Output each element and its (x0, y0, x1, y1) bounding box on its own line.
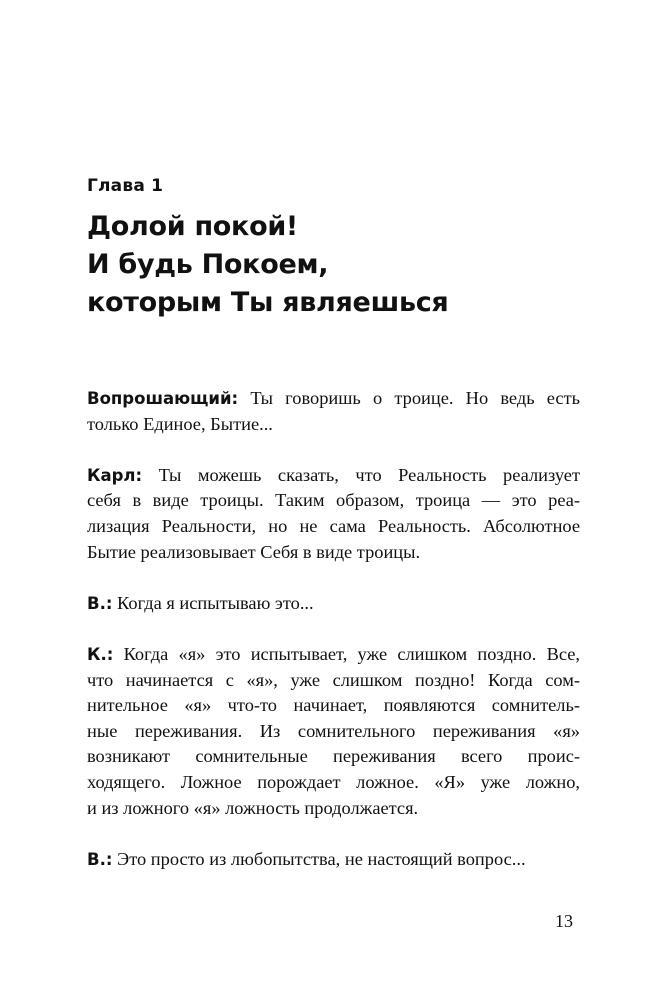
chapter-label: Глава 1 (87, 176, 164, 196)
text-line (87, 591, 580, 617)
dialogue-paragraph (87, 642, 580, 821)
text-line: и из ложного «я» ложность продолжается. (87, 797, 419, 818)
speaker-label: Вопрошающий: (87, 389, 239, 408)
text-line: нительное «я» что-то начинает, появляются сомнитель- (87, 695, 580, 716)
body-text (87, 386, 580, 898)
text-fragment: Ты можешь сказать, что Реальность реализует (142, 464, 580, 485)
text-line: только Единое, Бытие... (87, 413, 273, 434)
text-fragment: Ты говоришь о троице. Но ведь есть (238, 388, 580, 408)
text-line (87, 847, 580, 873)
dialogue-paragraph (87, 463, 580, 565)
text-line: возникают сомнительные переживания всего проис- (87, 746, 580, 767)
chapter-title-line: Долой покой! (87, 211, 298, 242)
text-line (87, 642, 580, 668)
text-line: лизация Реальности, но не сама Реальность. Абсолютное (87, 515, 580, 536)
text-fragment: Когда я испытываю это... (112, 592, 314, 613)
dialogue-paragraph (87, 386, 580, 437)
text-line: ходящего. Ложное порождает ложное. «Я» уже ложно, (87, 771, 580, 792)
text-line: ные переживания. Из сомнительного переживания «я» (87, 720, 580, 741)
page-number: 13 (555, 911, 573, 931)
speaker-label: В.: (87, 593, 113, 613)
text-fragment: Когда «я» это испытывает, уже слишком поздно. Все, (113, 643, 580, 664)
chapter-title-line: И будь Покоем, (87, 249, 329, 280)
chapter-title-line: которым Ты являешься (87, 287, 449, 318)
text-line: Бытие реализовывает Себя в виде троицы. (87, 541, 421, 562)
dialogue-paragraph (87, 591, 580, 617)
dialogue-paragraph (87, 847, 580, 873)
text-line (87, 386, 580, 412)
speaker-label: Карл: (87, 465, 143, 485)
text-line: себя в виде троицы. Таким образом, троица — это реа- (87, 490, 580, 511)
speaker-label: В.: (87, 849, 113, 869)
text-fragment: Это просто из любопытства, не настоящий вопрос... (112, 848, 526, 869)
text-line (87, 463, 580, 489)
chapter-title (87, 208, 587, 322)
text-line: что начинается с «я», уже слишком поздно! Когда сом- (87, 669, 580, 690)
speaker-label: К.: (87, 644, 114, 664)
